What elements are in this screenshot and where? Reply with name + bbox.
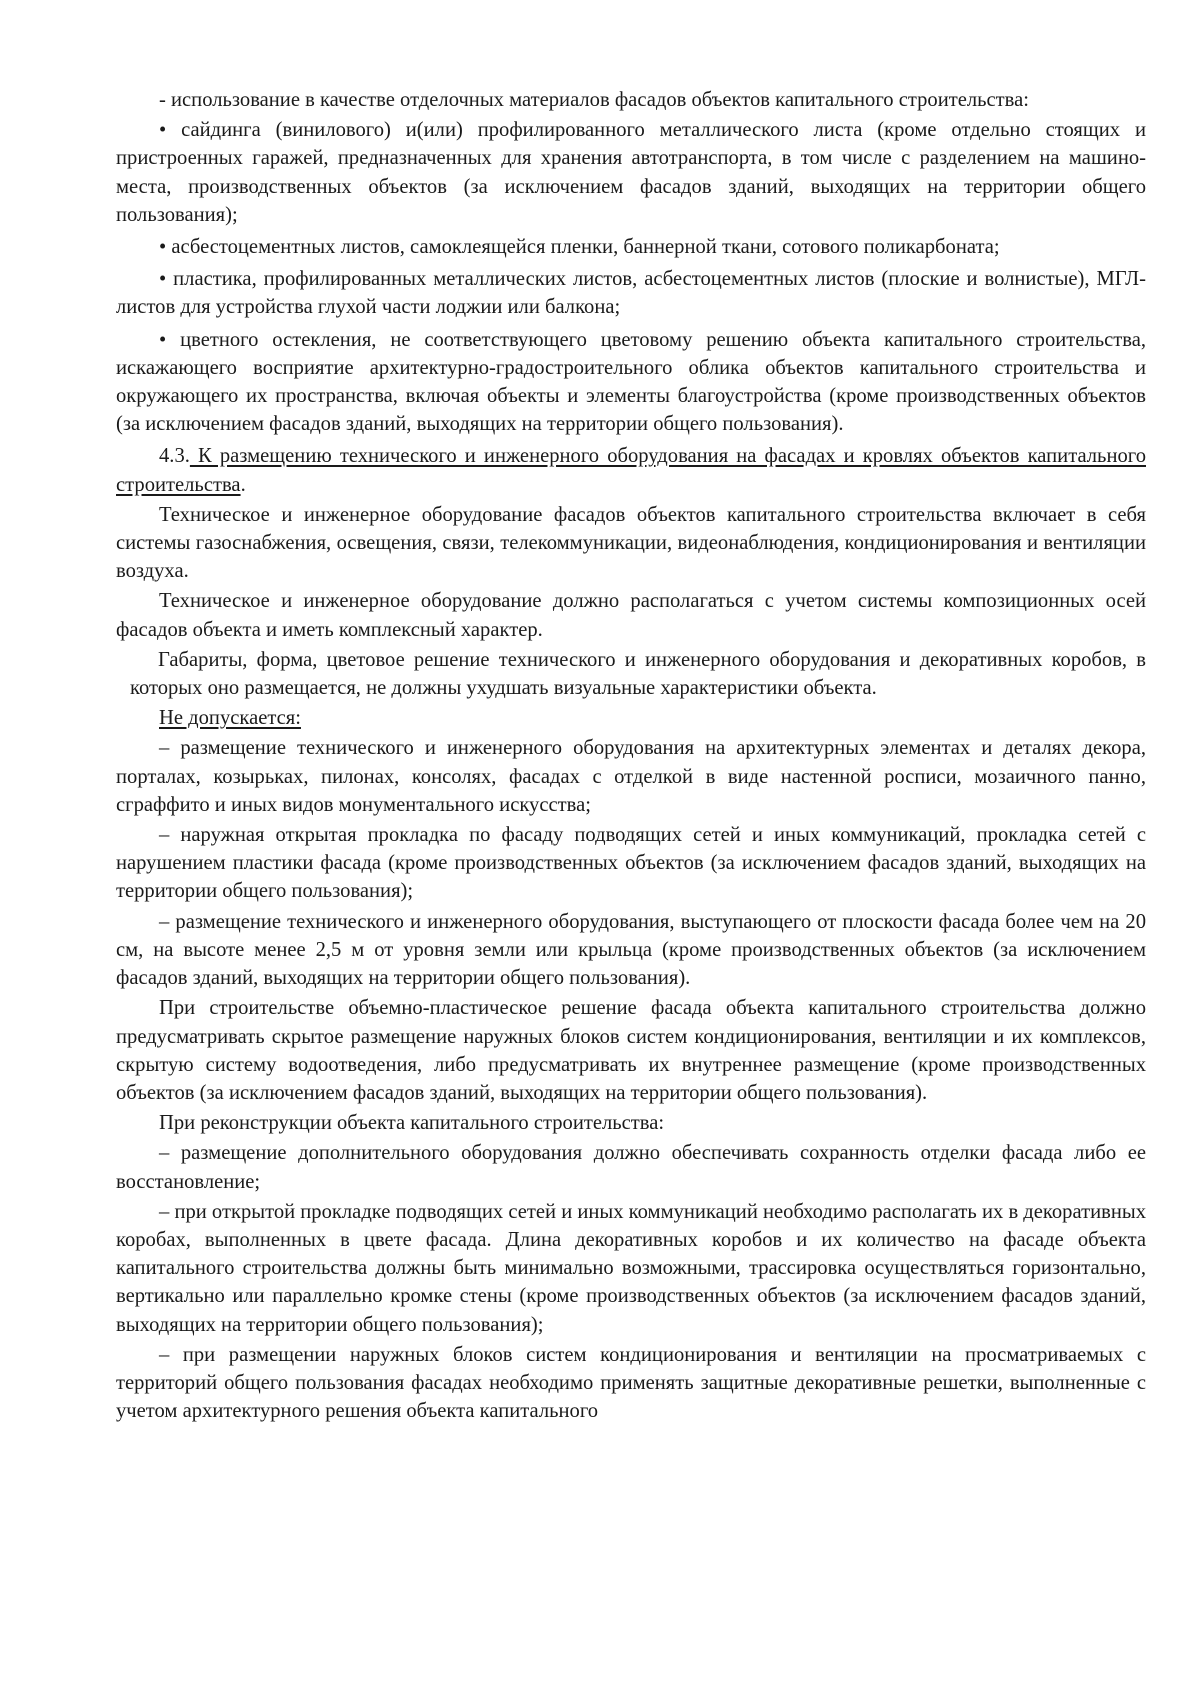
dash-item-decor: – размещение технического и инженерного оборудования на архитектурных элементах и деталях декора, порталах, козырьках, пилонах, консолях, фасадах с отделкой в виде настенной росписи, мозаичного панно, сграффито и иных видов монументального искусства;: [116, 737, 1146, 816]
bullet-item-asbestos: • асбестоцементных листов, самоклеящейся пленки, баннерной ткани, сотового поликарбоната;: [159, 236, 1000, 259]
paragraph-reconstruction: При реконструкции объекта капитального строительства:: [159, 1112, 665, 1135]
dash-item-protrusion: – размещение технического и инженерного оборудования, выступающего от плоскости фасада более чем на 20 см, на высоте менее 2,5 м от уровня земли или крыльца (кроме производственных объектов (за исключением фасадов зданий, выходящих на территории общего пользования).: [116, 910, 1146, 990]
dash-item-open-laying: – наружная открытая прокладка по фасаду подводящих сетей и иных коммуникаций, прокладка сетей с нарушением пластики фасада (кроме производственных объектов (за исключением фасадов зданий, выходящих на территории общего пользования);: [116, 824, 1146, 903]
bullet-item-plastic: • пластика, профилированных металлических листов, асбестоцементных листов (плоские и волнистые), МГЛ-листов для устройства глухой части лоджии или балкона;: [116, 268, 1146, 319]
paragraph-equipment-placement: Техническое и инженерное оборудование должно располагаться с учетом системы композиционных осей фасадов объекта и иметь комплексный характер.: [116, 590, 1146, 641]
dash-item-decorative-boxes: – при открытой прокладке подводящих сетей и иных коммуникаций необходимо располагать их в декоративных коробах, выполненных в цвете фасада. Длина декоративных коробов и их количество на фасаде объекта капитального строительства должны быть минимально возможными, трассировка осуществляться горизонтально, вертикально или параллельно кромке стены (кроме производственных объектов (за исключением фасадов зданий, выходящих на территории общего пользования);: [116, 1200, 1146, 1336]
paragraph-construction: При строительстве объемно-пластическое решение фасада объекта капитального строительства должно предусматривать скрытое размещение наружных блоков систем кондиционирования, вентиляции и их комплексов, скрытую систему водоотведения, либо предусматривать их внутреннее размещение (кроме производственных объектов (за исключением фасадов зданий, выходящих на территории общего пользования).: [116, 997, 1146, 1104]
paragraph-equipment-scope: Техническое и инженерное оборудование фасадов объектов капитального строительства включает в себя системы газоснабжения, освещения, связи, телекоммуникации, видеонаблюдения, кондиционирования и вентиляции воздуха.: [116, 503, 1146, 583]
paragraph-equipment-dimensions: Габариты, форма, цветовое решение технического и инженерного оборудования и декоративных коробов, в которых оно размещается, не должны ухудшать визуальные характеристики объекта.: [130, 648, 1146, 700]
bullet-item-siding: • сайдинга (винилового) и(или) профилированного металлического листа (кроме отдельно стоящих и пристроенных гаражей, предназначенных для хранения автотранспорта, в том числе с разделением на машино-места, производственных объектов (за исключением фасадов зданий, выходящих на территории общего пользования);: [116, 119, 1146, 226]
section-title: К размещению технического и инженерного оборудования на фасадах и кровлях объектов капитального строительства: [116, 445, 1146, 496]
bullet-item-glazing: • цветного остекления, не соответствующего цветовому решению объекта капитального строительства, искажающего восприятие архитектурно-градостроительного облика объектов капитального строительства и окружающего их пространства, включая объекты и элементы благоустройства (кроме производственных объектов (за исключением фасадов зданий, выходящих на территории общего пользования).: [116, 328, 1146, 436]
dash-item-finish-preservation: – размещение дополнительного оборудования должно обеспечивать сохранность отделки фасада либо ее восстановление;: [116, 1142, 1146, 1193]
not-allowed-heading: [116, 704, 1146, 732]
dash-item-grilles: – при размещении наружных блоков систем кондиционирования и вентиляции на просматриваемых с территорий общего пользования фасадах необходимо применять защитные декоративные решетки, выполненные с учетом архитектурного решения объекта капитального: [116, 1343, 1146, 1423]
paragraph-intro: - использование в качестве отделочных материалов фасадов объектов капитального строительства:: [159, 89, 1029, 111]
not-allowed-label: Не допускается:: [159, 707, 301, 730]
section-heading: [116, 442, 1146, 498]
section-number: 4.3.: [159, 445, 190, 468]
section-title-end: .: [240, 473, 246, 496]
